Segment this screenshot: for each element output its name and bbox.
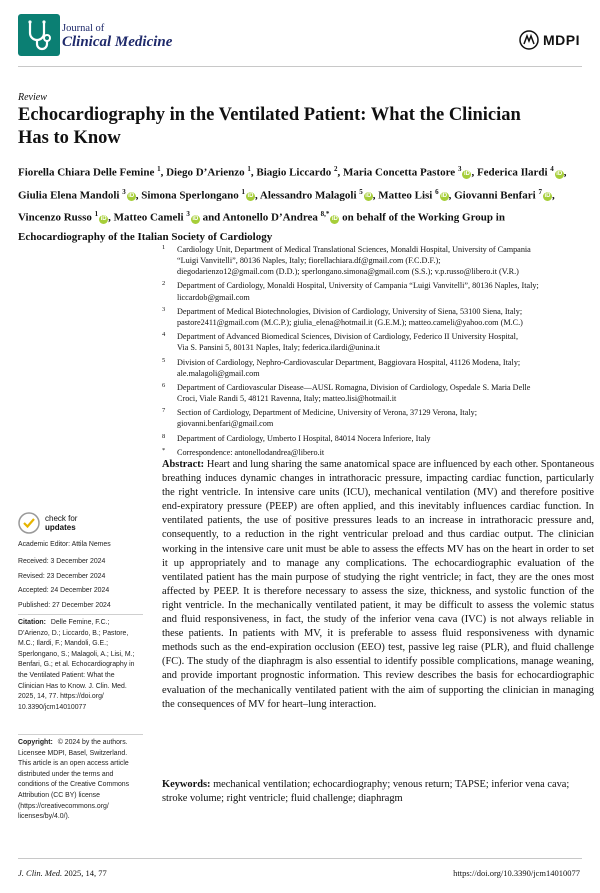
date-published: Published: 27 December 2024 bbox=[18, 601, 111, 609]
affiliation-line: “Luigi Vanvitelli”, 80136 Naples, Italy; fiorellachiara.df@gmail.com (F.C.D.F.); bbox=[177, 256, 441, 266]
dates bbox=[18, 557, 143, 611]
author-name[interactable]: Matteo Cameli bbox=[113, 211, 184, 224]
affiliation-line: ale.malagoli@gmail.com bbox=[177, 368, 260, 378]
author-name[interactable]: and Antonello D’Andrea bbox=[202, 211, 318, 224]
orcid-icon[interactable]: iD bbox=[544, 193, 551, 200]
author-name[interactable]: Giulia Elena Mandoli bbox=[18, 189, 120, 202]
abstract-text: Heart and lung sharing the same anatomical space are influenced by each other. Spontaneous breathing induces dynamic changes in intrathoracic pressure, impacting cardiac function, particularly the right ventricle. In intensive care units (ICU), mechanical ventilation (MV) and therefore positive end-expiratory pressure (PEEP) are often applied, and this inevitably influences cardiac function. In ventilated patients, the use of positive pressures leads to an increase in intrathoracic pressure and, consequently, to a reduction in the right ventricular preload and thus cardiac output. The clinician working in the intensive care unit must be able to assess the effects MV has on the heart in order to set it up appropriately and to manage any complications. The echocardiographic evaluation of the ventilated patient has the main purpose of studying the right ventricle; in fact, they are the ones most affected by PEEP. It is therefore necessary to assess the size, thickness, and systolic function of the right ventricle. In the mechanically ventilated patient, it may be difficult to assess the volemic status and fluid responsiveness, in fact, the study of the inferior vena cava (IVC) is not always reliable in these patients. In patients with MV, it is preferable to assess fluid responsiveness with dynamic methods such as the end-expiration occlusion (EEO) test, passive leg raise (PLR), and fluid challenge (FC). The study of the diaphragm is also essential to identify possible complications, manage weaning, and provide important prognostic information. This review describes the basis for echocardiographic evaluation of the mechanically ventilated patient with the aim of supporting the clinician in managing the consequences of MV for heart–lung interaction. bbox=[162, 459, 594, 710]
footer-journal: J. Clin. Med. bbox=[18, 868, 63, 878]
author-affiliation-ref: 8,* bbox=[320, 210, 330, 219]
affiliation-item bbox=[162, 331, 592, 353]
affiliation-item bbox=[162, 244, 592, 277]
author-name[interactable]: Maria Concetta Pastore bbox=[342, 166, 456, 179]
sidebar-divider bbox=[18, 614, 143, 615]
author-affiliation-ref: 2 bbox=[333, 165, 338, 173]
affiliation-number: * bbox=[162, 447, 166, 454]
copyright-label: Copyright: bbox=[18, 739, 53, 746]
citation bbox=[18, 618, 143, 713]
affiliation-item bbox=[162, 280, 592, 302]
date-revised: Revised: 23 December 2024 bbox=[18, 572, 106, 580]
title-line: Has to Know bbox=[18, 128, 121, 148]
orcid-icon[interactable]: iD bbox=[331, 215, 338, 222]
affiliation-line: Division of Cardiology, Nephro-Cardiovascular Department, Baggiovara Hospital, 41126 Modena, Italy; bbox=[177, 357, 521, 367]
author-affiliation-ref: 1 bbox=[241, 187, 245, 196]
sidebar-divider bbox=[18, 734, 143, 735]
title-line: Echocardiography in the Ventilated Patient: What the Clinician bbox=[18, 105, 521, 125]
author-name[interactable]: Alessandro Malagoli bbox=[259, 189, 357, 202]
author-name[interactable]: Biagio Liccardo bbox=[256, 166, 332, 179]
copyright-line: © 2024 by the authors. bbox=[57, 739, 128, 746]
author-affiliation-ref: 7 bbox=[538, 187, 542, 196]
footer-volume: 2025, 14, 77 bbox=[62, 868, 107, 878]
affiliation-line: giovanni.benfari@gmail.com bbox=[177, 419, 274, 429]
working-group: Echocardiography of the Italian Society of Cardiology bbox=[18, 230, 273, 243]
footer-doi-link[interactable]: https://doi.org/10.3390/jcm14010077 bbox=[453, 868, 580, 878]
article-type: Review bbox=[18, 92, 47, 103]
working-group: on behalf of the Working Group in bbox=[342, 211, 505, 224]
citation-line: Benfari, G.; et al. Echocardiography in bbox=[18, 661, 135, 669]
abstract-label: Abstract: bbox=[162, 459, 205, 470]
affiliation-line: Croci, Viale Randi 5, 48121 Ravenna, Italy; matteo.lisi@hotmail.it bbox=[177, 394, 397, 404]
citation-line: Sperlongano, S.; Malagoli, A.; Lisi, M.; bbox=[18, 650, 135, 658]
affiliation-line: Section of Cardiology, Department of Medicine, University of Verona, 37129 Verona, Italy; bbox=[177, 408, 477, 418]
copyright-line: This article is an open access article bbox=[18, 760, 129, 768]
abstract bbox=[162, 458, 594, 712]
author-affiliation-ref: 1 bbox=[157, 165, 161, 173]
check-label: updates bbox=[45, 523, 76, 532]
journal-name: Clinical Medicine bbox=[62, 34, 173, 50]
footer-divider bbox=[18, 858, 582, 859]
author-affiliation-ref: 4 bbox=[550, 165, 554, 173]
author-list bbox=[18, 160, 588, 247]
affiliation-number: 3 bbox=[162, 305, 166, 313]
check-for-updates-icon bbox=[18, 512, 40, 534]
author-name[interactable]: Fiorella Chiara Delle Femine bbox=[18, 166, 155, 179]
date-accepted: Accepted: 24 December 2024 bbox=[18, 587, 110, 595]
author-affiliation-ref: 1 bbox=[94, 210, 99, 219]
author-name[interactable]: Simona Sperlongano bbox=[141, 189, 239, 202]
citation-line: 2025, 14, 77. https://doi.org/ bbox=[18, 693, 104, 701]
author-affiliation-ref: 5 bbox=[359, 187, 363, 196]
affiliation-line: Department of Cardiology, Umberto I Hospital, 84014 Nocera Inferiore, Italy bbox=[177, 433, 431, 443]
orcid-icon[interactable]: iD bbox=[365, 193, 372, 200]
copyright-line: (https://creativecommons.org/ bbox=[18, 802, 109, 810]
affiliation-line: Department of Advanced Biomedical Sciences, Division of Cardiology, Federico II University Hospital, bbox=[177, 332, 518, 342]
header-divider bbox=[18, 66, 582, 67]
journal-logo-icon bbox=[18, 14, 60, 56]
date-received: Received: 3 December 2024 bbox=[18, 558, 106, 565]
author-affiliation-ref: 6 bbox=[435, 187, 439, 196]
orcid-icon[interactable]: iD bbox=[556, 170, 563, 177]
affiliation-number: 8 bbox=[162, 432, 166, 440]
check-label: check for bbox=[45, 514, 78, 523]
affiliation-number: 4 bbox=[162, 331, 166, 339]
author-name[interactable]: Matteo Lisi bbox=[378, 189, 433, 202]
author-name[interactable]: Vincenzo Russo bbox=[18, 211, 92, 224]
affiliation-line: Correspondence: antonellodandrea@libero.it bbox=[177, 448, 325, 457]
affiliation-line: Department of Medical Biotechnologies, Division of Cardiology, University of Siena, 53100 Siena, Italy; bbox=[177, 306, 523, 316]
affiliation-line: pastore2411@gmail.com (M.C.P.); giulia_elena@hotmail.it (G.E.M.); matteo.cameli@yahoo.com (M.C.) bbox=[177, 317, 523, 327]
orcid-icon[interactable]: iD bbox=[128, 193, 135, 200]
copyright bbox=[18, 738, 143, 823]
citation-label: Citation: bbox=[18, 619, 46, 626]
mdpi-logo-icon bbox=[519, 30, 539, 50]
copyright-line: Licensee MDPI, Basel, Switzerland. bbox=[18, 749, 128, 757]
affiliation-item bbox=[162, 447, 592, 458]
affiliation-item bbox=[162, 357, 592, 379]
author-line: Vincenzo Russo $^1$iD , Matteo Cameli $^3$iD and Antonello D’Andrea $^{8,*}$iD on behalf of the Working Group in bbox=[18, 210, 505, 224]
orcid-icon[interactable]: iD bbox=[441, 193, 448, 200]
affiliation-item bbox=[162, 306, 592, 328]
article-title bbox=[18, 104, 588, 150]
author-line: Giulia Elena Mandoli $^3$iD , Simona Sperlongano $^1$iD , Alessandro Malagoli $^5$iD , Matteo Lisi $^6$iD , Giovanni Benfari $^7$iD , bbox=[18, 187, 555, 202]
citation-line: M.C.; Ilardi, F.; Mandoli, G.E.; bbox=[18, 640, 108, 648]
author-name[interactable]: Diego D’Arienzo bbox=[166, 166, 245, 179]
affiliation-number: 2 bbox=[162, 280, 166, 288]
affiliation-line: Department of Cardiovascular Disease—AUSL Romagna, Division of Cardiology, Ospedale S. Maria Delle bbox=[177, 382, 531, 392]
orcid-icon[interactable]: iD bbox=[100, 215, 107, 222]
affiliations bbox=[162, 244, 592, 461]
publisher-name: MDPI bbox=[543, 32, 580, 48]
orcid-icon[interactable]: iD bbox=[192, 215, 199, 222]
copyright-line: Attribution (CC BY) license bbox=[18, 791, 100, 799]
affiliation-item bbox=[162, 433, 592, 444]
copyright-line: licenses/by/4.0/). bbox=[18, 813, 70, 821]
copyright-line: conditions of the Creative Commons bbox=[18, 781, 130, 789]
affiliation-line: Cardiology Unit, Department of Medical Translational Sciences, Monaldi Hospital, University of Campania bbox=[177, 245, 531, 254]
orcid-icon[interactable]: iD bbox=[463, 170, 470, 177]
affiliation-line: diegodarienzo12@gmail.com (D.D.); sperlongano.simona@gmail.com (S.S.); v.p.russo@libero.it (V.R.) bbox=[177, 267, 519, 277]
affiliation-item bbox=[162, 407, 592, 429]
affiliation-item bbox=[162, 382, 592, 404]
author-affiliation-ref: 3 bbox=[457, 165, 462, 173]
citation-line: the Ventilated Patient: What the bbox=[18, 671, 115, 679]
affiliation-number: 1 bbox=[162, 244, 166, 251]
affiliation-line: Department of Cardiology, Monaldi Hospital, University of Campania “Luigi Vanvitelli”, 80136 Naples, Italy; bbox=[177, 281, 539, 291]
citation-line: 10.3390/jcm14010077 bbox=[18, 703, 87, 711]
author-affiliation-ref: 1 bbox=[247, 165, 251, 173]
author-name[interactable]: Giovanni Benfari bbox=[454, 189, 536, 202]
author-line: Fiorella Chiara Delle Femine $^1$, Diego D’Arienzo $^1$, Biagio Liccardo $^2$, Maria Concetta Pastore $^3$iD , Federica Ilardi $^4$iD , bbox=[18, 165, 567, 179]
footer-citation bbox=[18, 868, 107, 878]
affiliation-line: Via S. Pansini 5, 80131 Naples, Italy; federica.ilardi@unina.it bbox=[177, 343, 381, 353]
orcid-icon[interactable]: iD bbox=[247, 193, 254, 200]
keywords-label: Keywords: bbox=[162, 779, 211, 790]
citation-line: Clinician Has to Know. J. Clin. Med. bbox=[18, 682, 127, 690]
copyright-line: distributed under the terms and bbox=[18, 770, 114, 778]
citation-line: D’Arienzo, D.; Liccardo, B.; Pastore, bbox=[18, 629, 129, 637]
affiliation-line: liccardob@gmail.com bbox=[177, 292, 250, 302]
journal-name-prefix: Journal of bbox=[62, 23, 105, 34]
author-affiliation-ref: 3 bbox=[122, 187, 126, 196]
publisher-logo bbox=[519, 30, 580, 50]
academic-editor: Academic Editor: Attila Nemes bbox=[18, 541, 111, 548]
keywords bbox=[162, 778, 594, 806]
author-affiliation-ref: 3 bbox=[186, 210, 190, 219]
keywords-text: mechanical ventilation; echocardiography; venous return; TAPSE; inferior vena cava; stroke volume; right ventricle; fluid challenge; diaphragm bbox=[162, 779, 570, 805]
citation-line: Delle Femine, F.C.; bbox=[50, 619, 110, 626]
check-for-updates-badge[interactable] bbox=[18, 512, 77, 534]
affiliation-number: 7 bbox=[162, 407, 166, 415]
affiliation-number: 6 bbox=[162, 381, 166, 389]
author-name[interactable]: Federica Ilardi bbox=[476, 166, 548, 179]
affiliation-number: 5 bbox=[162, 356, 166, 364]
